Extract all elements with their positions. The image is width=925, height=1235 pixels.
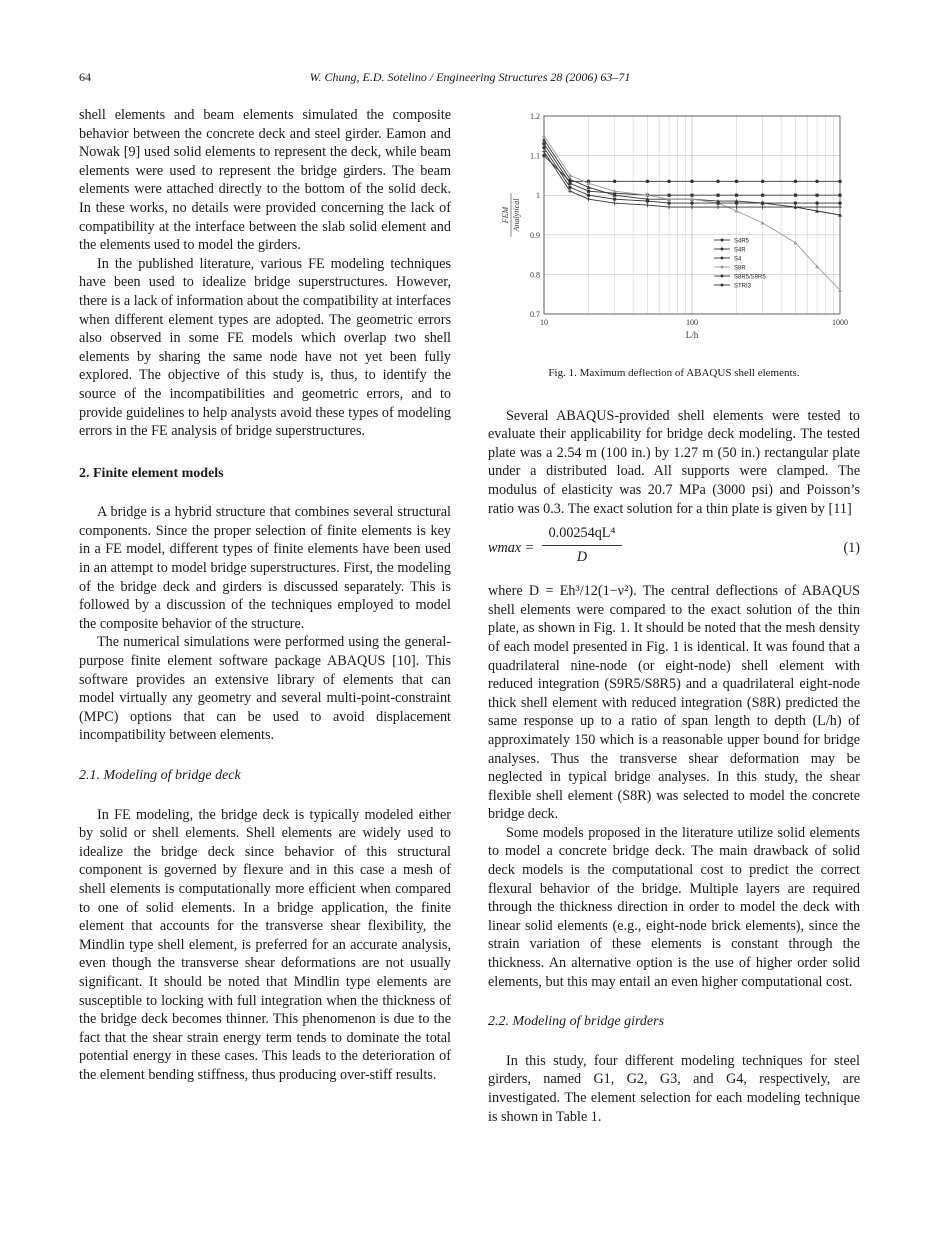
- data-point: [716, 201, 719, 204]
- paragraph: Some models proposed in the literature utilize solid elements to model a concrete bridge deck. The main drawback of solid deck models is the computational cost to predict the correct flexural behavior of the bridge. Multiple layers are required through the thickness direction in order to model the deck with linear solid elements (e.g., eight-node brick elements), since the strain variation of these elements is constant through the thickness. An alternative option is the use of higher order solid elements, but this may entail an even higher computational cost.: [488, 824, 860, 990]
- equation-denominator: D: [576, 548, 588, 565]
- data-point: [838, 205, 842, 209]
- data-point: [690, 205, 694, 209]
- data-point: [568, 189, 572, 193]
- data-point: [716, 194, 719, 197]
- data-point: [735, 201, 738, 204]
- equation-numerator: 0.00254qL⁴: [542, 524, 622, 546]
- data-point: [815, 194, 818, 197]
- data-point: [793, 241, 797, 245]
- equation-number: (1): [843, 540, 860, 557]
- paragraph: where D = Eh³/12(1−ν²). The central deflections of ABAQUS shell elements were compared to the exact solution of the thin plate, as shown in Fig. 1. It should be noted that the mesh density of each model presented in Fig. 1 is identical. It was found that a quadrilateral nine-node (or eight-node) shell element with reduced integration (S9R5/S8R5) and a quadrilateral eight-node thick shell element with reduced integration (S8R) predicted the same response up to a ratio of span length to depth (L/h) of approximately 150 which is a reasonable upper bound for bridge analyses. Thus the transverse shear deformation may be neglected in typical bridge analyses. In this study, the shear flexible shell element (S8R) was selected to model the concrete bridge deck.: [488, 583, 860, 823]
- y-tick-label: 0.8: [530, 270, 540, 280]
- data-point: [587, 197, 591, 201]
- data-point: [667, 180, 670, 183]
- data-point: [761, 194, 764, 197]
- data-point: [690, 180, 693, 183]
- figure-caption: Fig. 1. Maximum deflection of ABAQUS shell elements.: [548, 367, 800, 379]
- data-point: [735, 194, 738, 197]
- data-point: [667, 205, 671, 209]
- deflection-chart: [488, 108, 860, 358]
- legend-label: S8R5/S9R5: [734, 274, 766, 281]
- page-number: 64: [79, 70, 91, 84]
- data-point: [761, 205, 765, 209]
- legend-label: S4: [734, 256, 742, 263]
- data-point: [716, 205, 720, 209]
- data-point: [690, 194, 693, 197]
- data-point: [645, 203, 649, 207]
- figure-1: [488, 108, 860, 358]
- data-point: [613, 180, 616, 183]
- data-point: [613, 201, 617, 205]
- data-point: [815, 205, 819, 209]
- data-point: [613, 197, 616, 200]
- data-point: [667, 194, 670, 197]
- y-tick-label: 0.7: [530, 310, 540, 319]
- data-point: [735, 180, 738, 183]
- equation-1: [488, 524, 860, 574]
- legend-marker: [721, 266, 724, 269]
- data-point: [815, 180, 818, 183]
- data-point: [542, 154, 545, 157]
- data-point: [646, 199, 649, 202]
- paragraph: In the published literature, various FE modeling techniques have been used to idealize bridge superstructures. However, there is a lack of information about the compatibility at interfaces when different element types are adopted. The geometric errors also observed in some FE models which overlap two shell elements by sharing the same node have not yet been fully explored. The objective of this study is, thus, to identify the source of the incompatibilities and geometric errors, and to provide guidelines to help analysts avoid these types of modeling errors in the FE analysis of bridge superstructures.: [79, 255, 451, 440]
- paragraph: Several ABAQUS-provided shell elements were tested to evaluate their applicability for bridge deck modeling. The tested plate was a 2.54 m (100 in.) by 1.27 m (50 in.) rectangular plate under a distributed load. All supports were clamped. The modulus of elasticity was 20.7 MPa (3000 psi) and Poisson’s ratio was 0.3. The exact solution for a thin plate is given by [11]: [488, 407, 860, 517]
- subsection-heading: 2.2. Modeling of bridge girders: [488, 1014, 665, 1030]
- legend-label: S4R: [734, 247, 746, 254]
- paragraph: In FE modeling, the bridge deck is typically modeled either by solid or shell elements. Shell elements are widely used to idealize the bridge deck since behavior of this structural component is governed by flexure and in this case a mesh of shell elements is computationally more efficient when compared to one of solid elements. In a bridge application, the finite element that accounts for the transverse shear flexibility, the Mindlin type shell element, is preferred for an accurate analysis, even though the transverse shear deformations are not usually significant. It should be noted that Mindlin type elements are susceptible to locking with full integration when the thickness of the bridge deck becomes thinner. This phenomenon is due to the fact that the shear strain energy term tends to dominate the total potential energy in these cases. This leads to the deterioration of the element bending stiffness, thus producing over-stiff results.: [79, 806, 451, 1083]
- paragraph: A bridge is a hybrid structure that combines several structural components. Since the proper selection of finite elements is key in a FE model, different types of finite elements have been used in an attempt to model bridge superstructures. First, the modeling of the bridge deck and girders is discussed separately. This is followed by a discussion of the techniques employed to model the composite behavior of the structure.: [79, 504, 451, 632]
- data-point: [568, 186, 571, 189]
- section-heading: 2. Finite element models: [79, 465, 224, 481]
- x-tick-label: 1000: [832, 318, 848, 327]
- x-tick-label: 100: [686, 318, 698, 327]
- paragraph: shell elements and beam elements simulated the composite behavior between the concrete deck and steel girder. Eamon and Nowak [9] used solid elements to represent the deck, while beam elements were used to represent the bridge girders. The beam elements were attached directly to the bottom of the solid deck. In these works, no details were provided concerning the lack of compatibility at the interface between the slab solid element and the elements used to model the girders.: [79, 107, 451, 254]
- legend-marker: [721, 284, 724, 287]
- data-point: [761, 201, 764, 204]
- data-point: [568, 182, 571, 185]
- data-point: [542, 142, 545, 145]
- subsection-heading: 2.1. Modeling of bridge deck: [79, 768, 241, 783]
- data-point: [794, 194, 797, 197]
- data-point: [542, 146, 545, 149]
- data-point: [761, 180, 764, 183]
- data-point: [815, 201, 818, 204]
- data-point: [690, 201, 693, 204]
- y-tick-label: 0.9: [530, 230, 540, 240]
- legend-label: S8R: [734, 265, 746, 272]
- paragraph: The numerical simulations were performed using the general-purpose finite element software package ABAQUS [10]. This software provides an extensive library of elements that can model virtually any geometry and several multi-point-constraint (MPC) options that can be used to avoid displacement incompatibility between elements.: [79, 634, 451, 744]
- y-axis-label: Analytical: [512, 198, 521, 232]
- data-point: [716, 180, 719, 183]
- legend-label: S4R5: [734, 238, 750, 245]
- legend-label: STRI3: [734, 283, 752, 290]
- data-point: [794, 180, 797, 183]
- running-title: W. Chung, E.D. Sotelino / Engineering Structures 28 (2006) 63–71: [309, 70, 631, 84]
- data-point: [587, 194, 590, 197]
- legend-marker: [721, 257, 724, 260]
- right-column: [488, 108, 860, 1126]
- legend-marker: [721, 275, 724, 278]
- x-tick-label: 10: [540, 318, 548, 327]
- data-point: [838, 201, 841, 204]
- equation-fraction: [542, 524, 622, 566]
- data-point: [587, 190, 590, 193]
- left-column: [79, 106, 451, 1085]
- data-point: [646, 180, 649, 183]
- y-axis-label: FEM: [501, 206, 510, 224]
- data-point: [735, 205, 739, 209]
- y-tick-label: 1: [536, 191, 540, 201]
- legend-marker: [721, 239, 724, 242]
- data-point: [542, 134, 546, 138]
- equation-lhs: wmax =: [488, 540, 535, 557]
- data-point: [838, 194, 841, 197]
- data-point: [838, 180, 841, 183]
- data-point: [794, 201, 797, 204]
- y-tick-label: 1.2: [530, 112, 540, 121]
- x-axis-label: L/h: [685, 330, 699, 340]
- y-tick-label: 1.1: [530, 151, 540, 161]
- paragraph: In this study, four different modeling techniques for steel girders, named G1, G2, G3, and G4, respectively, are investigated. The element selection for each modeling technique is shown in Table 1.: [488, 1052, 860, 1125]
- legend-marker: [721, 248, 724, 251]
- running-header: [79, 70, 861, 88]
- data-point: [667, 201, 670, 204]
